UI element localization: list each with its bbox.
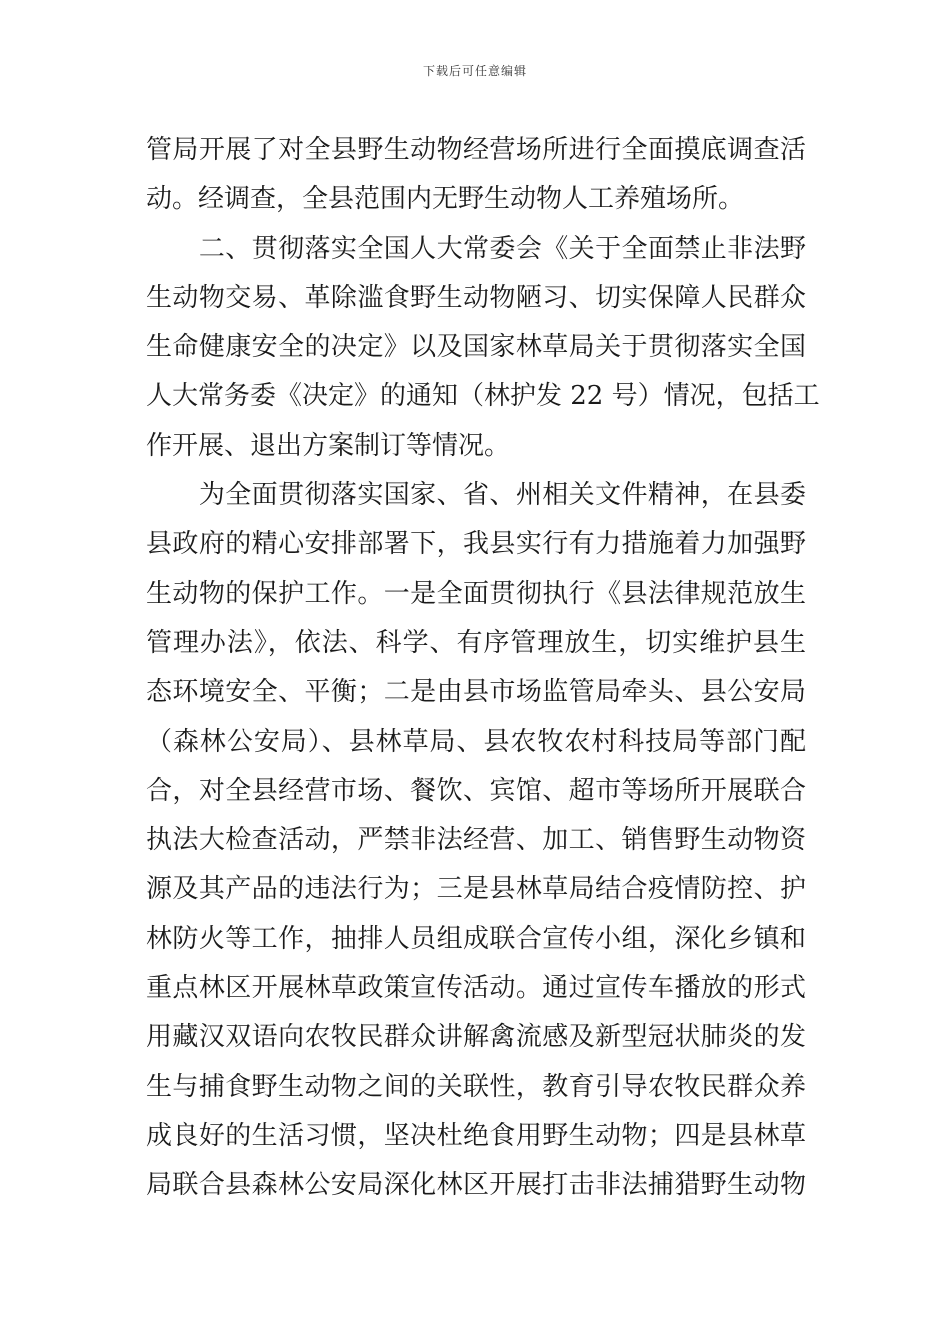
text-line: 生命健康安全的决定》以及国家林草局关于贯彻落实全国 xyxy=(146,332,806,363)
text-line: 执法大检查活动，严禁非法经营、加工、销售野生动物资 xyxy=(146,825,806,856)
text-line: 态环境安全、平衡；二是由县市场监管局牵头、县公安局 xyxy=(146,677,806,708)
document-body xyxy=(146,126,820,1211)
page-header-note: 下载后可任意编辑 xyxy=(422,64,527,78)
text-line: 人大常务委《决定》的通知（林护发 22 号）情况，包括工 xyxy=(146,381,820,412)
text-line: 重点林区开展林草政策宣传活动。通过宣传车播放的形式 xyxy=(146,973,806,1004)
text-line: 用藏汉双语向农牧民群众讲解禽流感及新型冠状肺炎的发 xyxy=(146,1022,806,1053)
text-line: 管理办法》，依法、科学、有序管理放生，切实维护县生 xyxy=(146,627,806,658)
text-line: 生动物交易、革除滥食野生动物陋习、切实保障人民群众 xyxy=(146,282,806,313)
text-line: 林防火等工作，抽排人员组成联合宣传小组，深化乡镇和 xyxy=(146,923,806,954)
text-line: （森林公安局）、县林草局、县农牧农村科技局等部门配 xyxy=(146,726,806,757)
text-line: 合，对全县经营市场、餐饮、宾馆、超市等场所开展联合 xyxy=(146,775,806,806)
text-line: 管局开展了对全县野生动物经营场所进行全面摸底调查活 xyxy=(146,135,806,165)
text-line: 为全面贯彻落实国家、省、州相关文件精神，在县委 xyxy=(146,480,806,511)
text-line: 二、贯彻落实全国人大常委会《关于全面禁止非法野 xyxy=(146,233,806,264)
text-line: 成良好的生活习惯，坚决杜绝食用野生动物；四是县林草 xyxy=(146,1120,806,1151)
text-line: 生动物的保护工作。一是全面贯彻执行《县法律规范放生 xyxy=(146,578,806,609)
text-line: 县政府的精心安排部署下，我县实行有力措施着力加强野 xyxy=(146,529,806,560)
text-line: 局联合县森林公安局深化林区开展打击非法捕猎野生动物 xyxy=(146,1170,806,1201)
text-line: 生与捕食野生动物之间的关联性，教育引导农牧民群众养 xyxy=(146,1071,806,1102)
text-line: 源及其产品的违法行为；三是县林草局结合疫情防控、护 xyxy=(146,874,806,905)
text-line: 作开展、退出方案制订等情况。 xyxy=(146,430,511,461)
text-line: 动。经调查，全县范围内无野生动物人工养殖场所。 xyxy=(146,184,745,215)
